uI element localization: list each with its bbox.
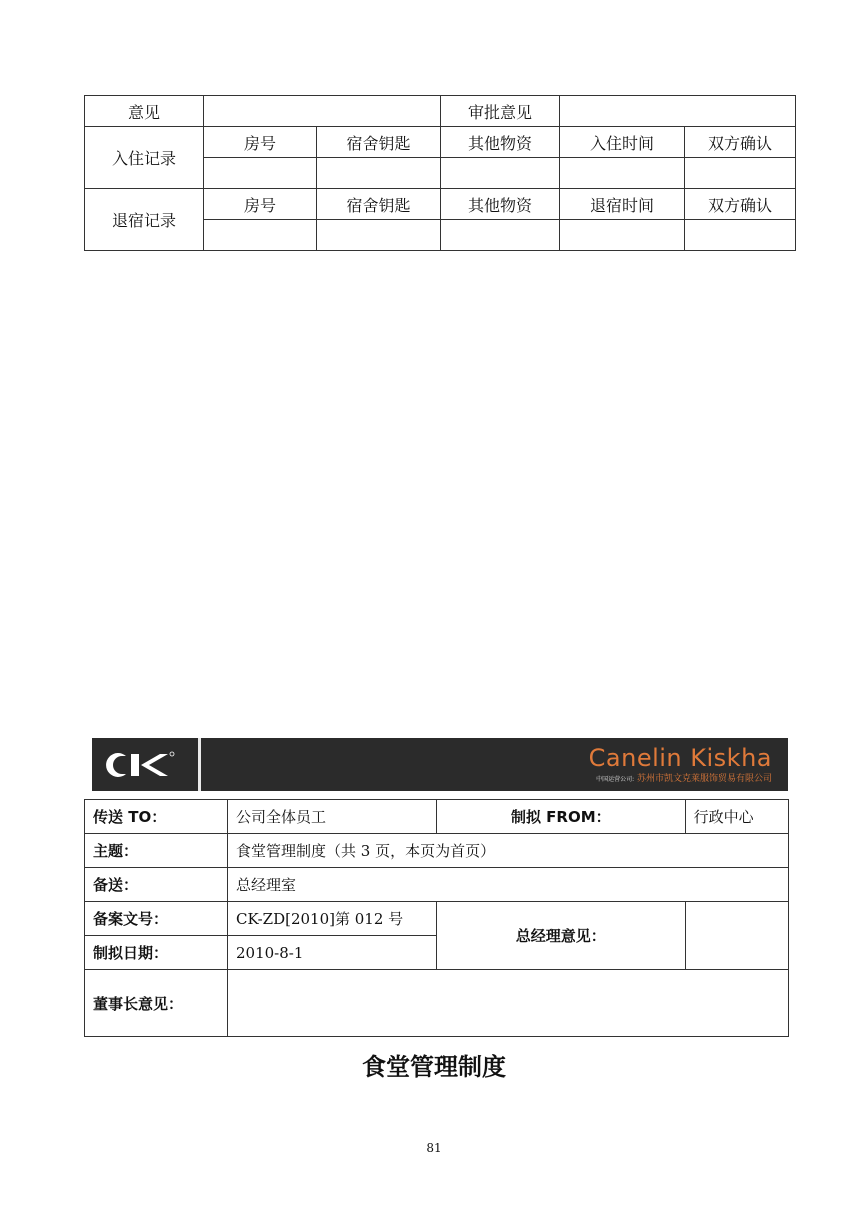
- checkin-cell: [317, 158, 441, 189]
- company-banner: [92, 738, 788, 791]
- cc-label: 备送：: [85, 868, 228, 902]
- checkout-cell: [204, 220, 317, 251]
- checkin-header: 入住时间: [560, 127, 685, 158]
- subject-label: 主题：: [85, 834, 228, 868]
- checkout-header: 其他物资: [441, 189, 560, 220]
- file-no-label: 备案文号：: [85, 902, 228, 936]
- page-number: 81: [426, 1141, 442, 1155]
- gm-opinion-label: 总经理意见：: [437, 902, 686, 970]
- checkin-header: 双方确认: [685, 127, 796, 158]
- subject-value: 食堂管理制度（共 3 页，本页为首页）: [228, 834, 789, 868]
- cc-value: 总经理室: [228, 868, 789, 902]
- date-value: 2010-8-1: [228, 936, 437, 970]
- checkout-header: 退宿时间: [560, 189, 685, 220]
- chairman-value: [228, 970, 789, 1037]
- brand-subtitle-prefix: 中国运营公司:: [596, 776, 635, 783]
- to-value: 公司全体员工: [228, 800, 437, 834]
- checkout-header: 双方确认: [685, 189, 796, 220]
- checkin-header: 其他物资: [441, 127, 560, 158]
- checkin-cell: [204, 158, 317, 189]
- brand-name: Canelin Kiskha: [588, 744, 772, 772]
- record-table: [84, 95, 796, 251]
- chairman-label: 董事长意见：: [85, 970, 228, 1037]
- date-label: 制拟日期：: [85, 936, 228, 970]
- checkout-label: 退宿记录: [85, 189, 204, 251]
- from-value: 行政中心: [685, 800, 788, 834]
- checkout-cell: [685, 220, 796, 251]
- opinion-cell: [204, 96, 441, 127]
- document-title: 食堂管理制度: [362, 1053, 506, 1081]
- checkin-cell: [685, 158, 796, 189]
- checkout-header: 宿舍钥匙: [317, 189, 441, 220]
- to-label: 传送 TO：: [85, 800, 228, 834]
- checkin-header: 宿舍钥匙: [317, 127, 441, 158]
- ck-logo: [92, 738, 201, 791]
- from-label: 制拟 FROM：: [437, 800, 686, 834]
- gm-opinion-value: [685, 902, 788, 970]
- ck-logo-icon: [104, 750, 184, 780]
- checkin-cell: [441, 158, 560, 189]
- checkout-cell: [441, 220, 560, 251]
- brand-subtitle: [596, 771, 772, 784]
- checkin-label: 入住记录: [85, 127, 204, 189]
- file-no-value: CK-ZD[2010]第 012 号: [228, 902, 437, 936]
- checkin-cell: [560, 158, 685, 189]
- document-info-table: [84, 799, 789, 1037]
- checkout-header: 房号: [204, 189, 317, 220]
- checkout-cell: [317, 220, 441, 251]
- approval-label: 审批意见: [441, 96, 560, 127]
- checkin-header: 房号: [204, 127, 317, 158]
- checkout-cell: [560, 220, 685, 251]
- approval-cell: [560, 96, 796, 127]
- brand-subtitle-company: 苏州市凯文克莱服饰贸易有限公司: [636, 774, 772, 784]
- opinion-label: 意见: [85, 96, 204, 127]
